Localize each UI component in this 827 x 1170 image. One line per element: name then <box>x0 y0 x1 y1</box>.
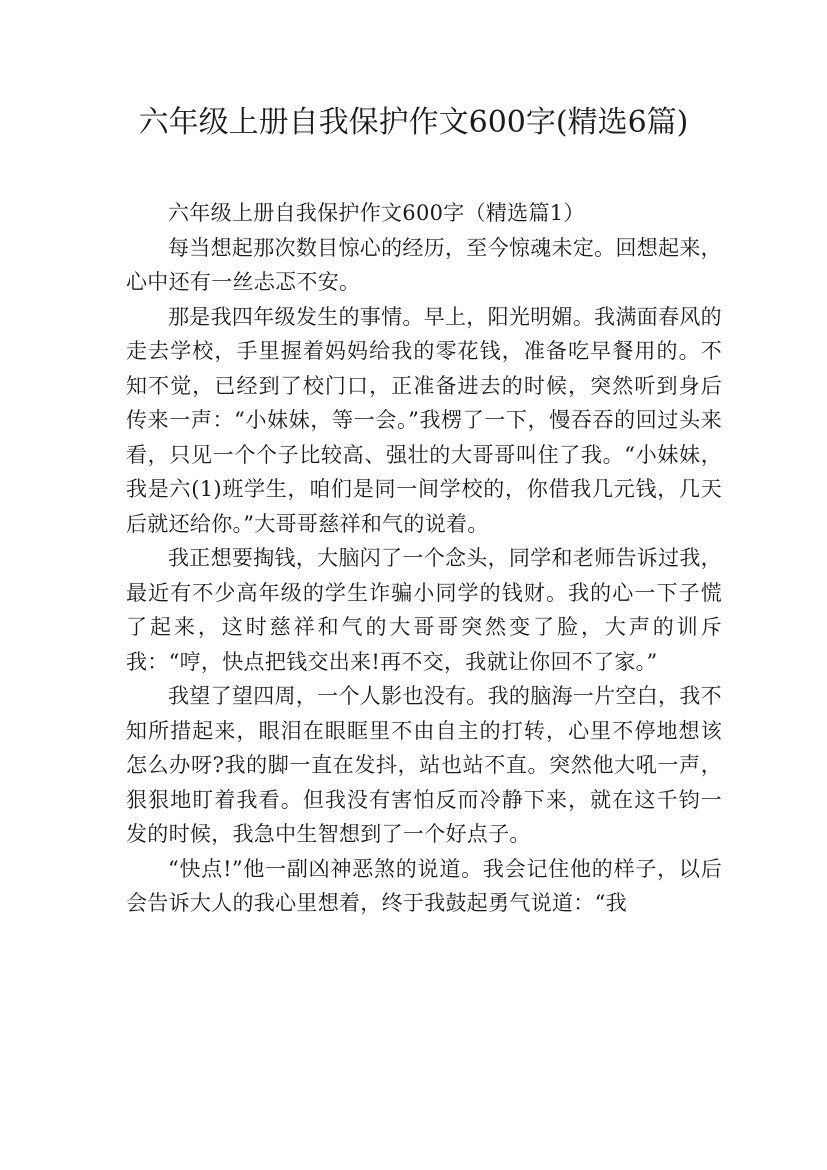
document-title: 六年级上册自我保护作文600字(精选6篇) <box>138 105 689 140</box>
section-heading: 六年级上册自我保护作文600字（精选篇1） <box>168 201 585 225</box>
paragraph: 每当想起那次数目惊心的经历，至今惊魂未定。回想起来，心中还有一丝忐忑不安。 <box>126 235 722 294</box>
paragraph: 我望了望四周，一个人影也没有。我的脑海一片空白，我不知所措起来，眼泪在眼眶里不由自主的打转，心里不停地想该怎么办呀?我的脚一直在发抖，站也站不直。突然他大吼一声，狠狠地盯着我看。但我没有害怕反而冷静下来，就在这千钧一发的时候，我急中生智想到了一个好点子。 <box>126 684 722 846</box>
document-body <box>126 196 722 921</box>
paragraph: 我正想要掏钱，大脑闪了一个念头，同学和老师告诉过我，最近有不少高年级的学生诈骗小同学的钱财。我的心一下子慌了起来，这时慈祥和气的大哥哥突然变了脸，大声的训斥我：“哼，快点把钱交出来!再不交，我就让你回不了家。” <box>126 546 722 674</box>
paragraph: “快点!”他一副凶神恶煞的说道。我会记住他的样子，以后会告诉大人的我心里想着，终于我鼓起勇气说道：“我 <box>126 856 722 915</box>
paragraph: 那是我四年级发生的事情。早上，阳光明媚。我满面春风的走去学校，手里握着妈妈给我的零花钱，准备吃早餐用的。不知不觉，已经到了校门口，正准备进去的时候，突然听到身后传来一声：“小妹妹，等一会。”我楞了一下，慢吞吞的回过头来看，只见一个个子比较高、强壮的大哥哥叫住了我。“小妹妹，我是六(1)班学生，咱们是同一间学校的，你借我几元钱，几天后就还给你。”大哥哥慈祥和气的说着。 <box>126 304 722 536</box>
